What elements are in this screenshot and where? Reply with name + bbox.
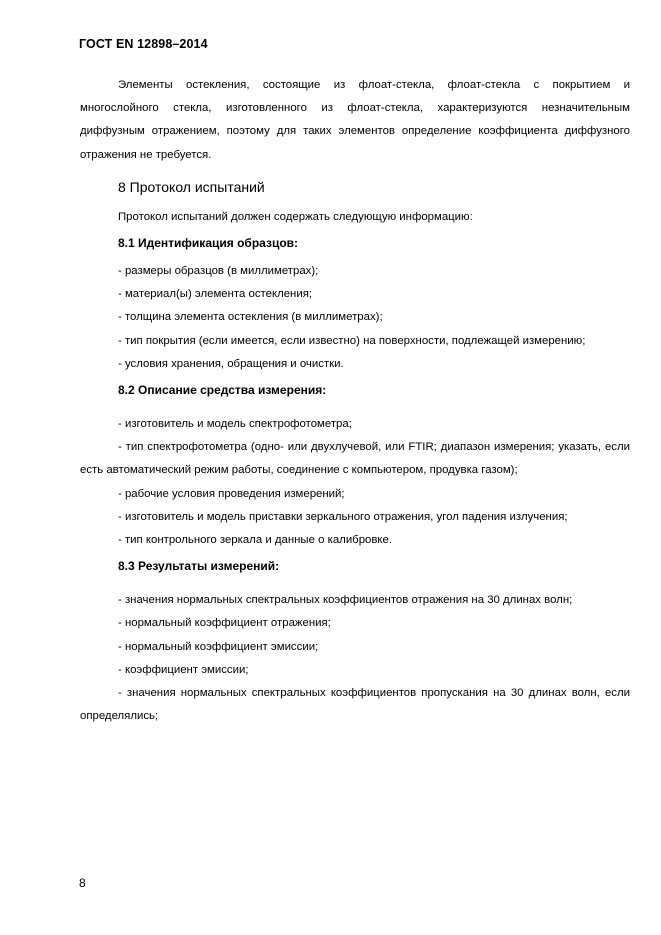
list-item: - значения нормальных спектральных коэффициентов отражения на 30 длинах волн; [118, 594, 573, 607]
section-8-lead: Протокол испытаний должен содержать следующую информацию: [118, 210, 473, 223]
list-item: - нормальный коэффициент отражения; [118, 617, 331, 630]
list-item: - значения нормальных спектральных коэффициентов пропускания на 30 длинах волн, если определялись; [80, 687, 630, 723]
section-8-1-heading: 8.1 Идентификация образцов: [118, 236, 299, 251]
list-item: - изготовитель и модель приставки зеркального отражения, угол падения излучения; [118, 510, 568, 523]
list-item: - рабочие условия проведения измерений; [118, 487, 345, 500]
section-8-2-heading: 8.2 Описание средства измерения: [118, 383, 327, 398]
list-item: - размеры образцов (в миллиметрах); [118, 265, 319, 278]
list-item: - тип покрытия (если имеется, если известно) на поверхности, подлежащей измерению; [118, 334, 586, 347]
list-item: - материал(ы) элемента остекления; [118, 288, 313, 301]
list-item: - изготовитель и модель спектрофотометра; [118, 418, 352, 431]
page-content [80, 74, 630, 728]
page-number: 8 [79, 876, 86, 890]
list-item: - условия хранения, обращения и очистки. [118, 357, 344, 370]
list-item: - нормальный коэффициент эмиссии; [118, 640, 319, 653]
section-8-3-heading: 8.3 Результаты измерений: [118, 559, 280, 574]
document-header: ГОСТ EN 12898–2014 [79, 37, 208, 51]
intro-paragraph: Элементы остекления, состоящие из флоат-стекла, флоат-стекла с покрытием и многослойного стекла, изготовленного из флоат-стекла, характеризуются незначительным диффузным отражением, поэтому для таких элементов определение коэффициента диффузного отражения не требуется. [80, 79, 630, 161]
list-item: - коэффициент эмиссии; [118, 663, 249, 676]
section-8-heading: 8 Протокол испытаний [118, 178, 265, 195]
list-item: - толщина элемента остекления (в миллиметрах); [118, 311, 383, 324]
list-item: - тип контрольного зеркала и данные о калибровке. [118, 534, 393, 547]
list-item: - тип спектрофотометра (одно- или двухлучевой, или FTIR; диапазон измерения; указать, если есть автоматический режим работы, соединение с компьютером, продувка газом); [80, 441, 630, 477]
